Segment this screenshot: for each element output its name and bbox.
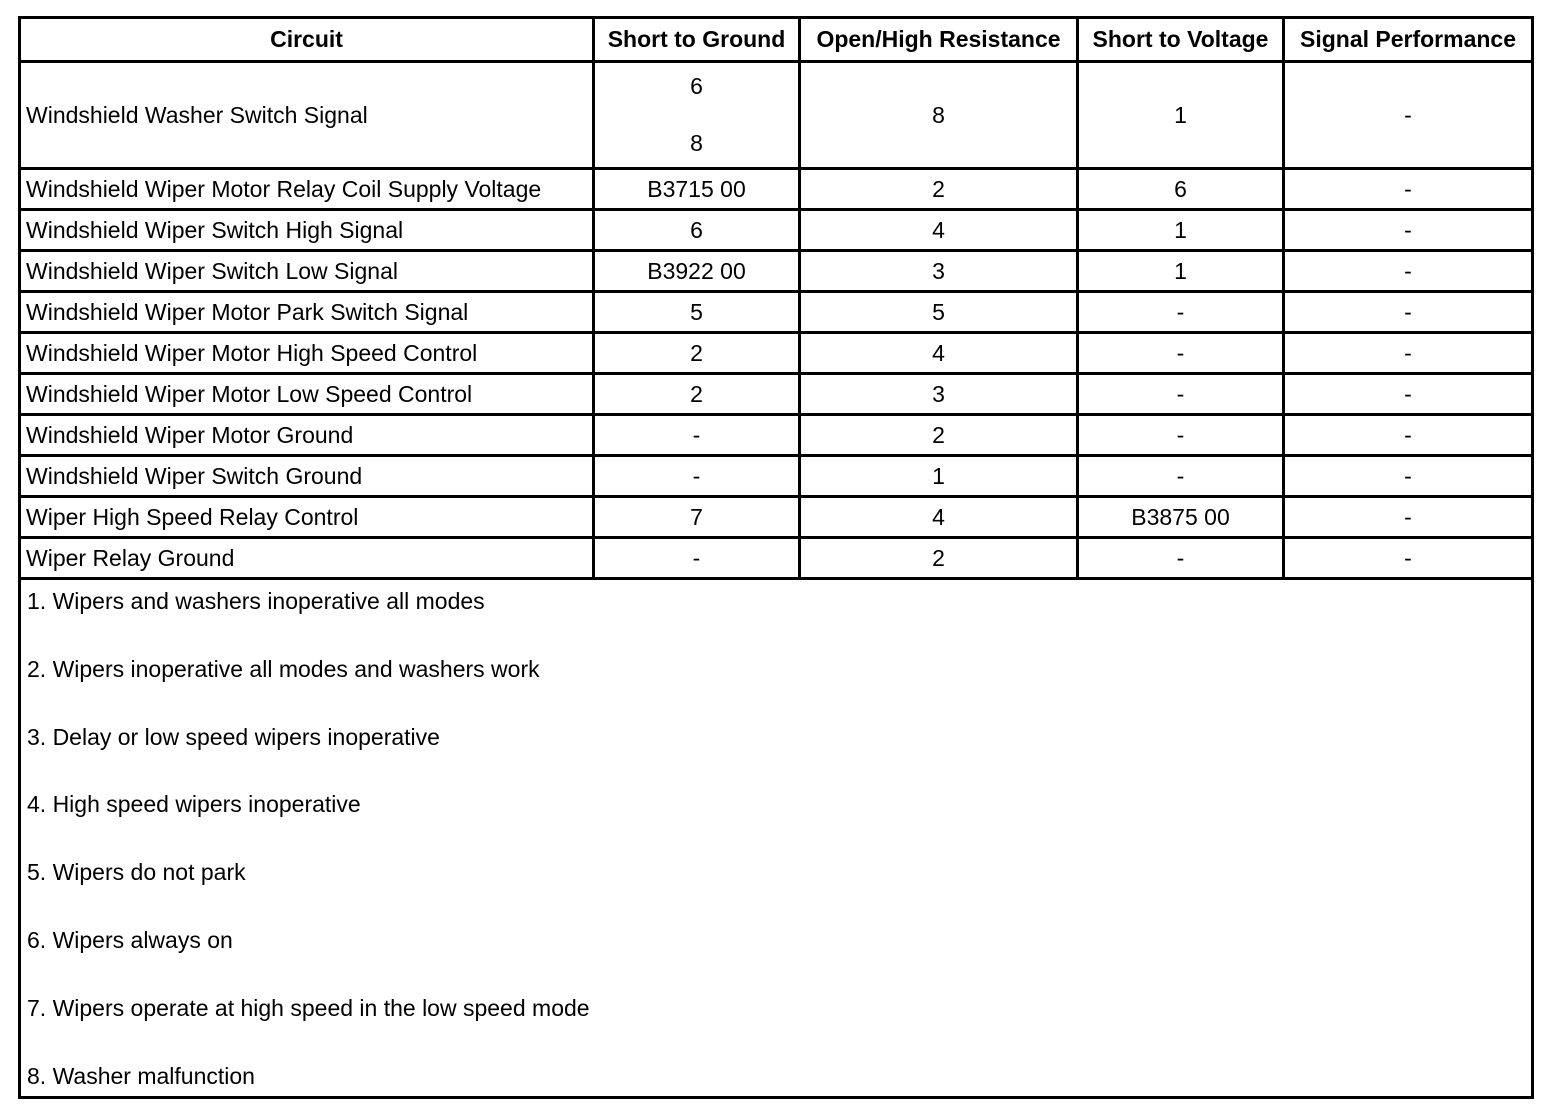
legend-item: 8. Washer malfunction (27, 1062, 255, 1089)
table-row (20, 292, 1533, 333)
circuit-cell: Windshield Wiper Switch Low Signal (20, 251, 594, 292)
circuit-cell: Wiper Relay Ground (20, 538, 594, 579)
header-open-high-resistance: Open/High Resistance (800, 18, 1078, 62)
signal-performance-cell: - (1284, 415, 1533, 456)
short-to-voltage-cell: 1 (1078, 62, 1284, 169)
open-high-resistance-cell: 3 (800, 251, 1078, 292)
legend-item: 3. Delay or low speed wipers inoperative (27, 723, 440, 750)
open-high-resistance-cell: 2 (800, 538, 1078, 579)
circuit-cell: Wiper High Speed Relay Control (20, 497, 594, 538)
circuit-cell: Windshield Wiper Motor Low Speed Control (20, 374, 594, 415)
short-to-ground-cell: 5 (594, 292, 800, 333)
open-high-resistance-cell: 2 (800, 169, 1078, 210)
circuit-cell: Windshield Wiper Motor Park Switch Signal (20, 292, 594, 333)
open-high-resistance-cell: 4 (800, 497, 1078, 538)
signal-performance-cell: - (1284, 374, 1533, 415)
short-to-voltage-cell: - (1078, 415, 1284, 456)
signal-performance-cell: - (1284, 538, 1533, 579)
legend-item: 7. Wipers operate at high speed in the low speed mode (27, 994, 590, 1021)
signal-performance-cell: - (1284, 333, 1533, 374)
short-to-ground-value: 8 (690, 130, 703, 156)
table-row (20, 497, 1533, 538)
legend-list (27, 590, 1531, 1089)
short-to-ground-cell: B3922 00 (594, 251, 800, 292)
table-row (20, 415, 1533, 456)
signal-performance-cell: - (1284, 456, 1533, 497)
table-row (20, 210, 1533, 251)
circuit-cell: Windshield Wiper Switch Ground (20, 456, 594, 497)
open-high-resistance-cell: 4 (800, 333, 1078, 374)
signal-performance-cell: - (1284, 210, 1533, 251)
signal-performance-cell: - (1284, 251, 1533, 292)
open-high-resistance-cell: 8 (800, 62, 1078, 169)
legend-item: 1. Wipers and washers inoperative all modes (27, 588, 485, 614)
short-to-voltage-cell: B3875 00 (1078, 497, 1284, 538)
circuit-diagnosis-table (18, 16, 1534, 1099)
short-to-ground-cell: - (594, 415, 800, 456)
open-high-resistance-cell: 2 (800, 415, 1078, 456)
table-row (20, 251, 1533, 292)
circuit-cell: Windshield Wiper Motor High Speed Control (20, 333, 594, 374)
table-row (20, 538, 1533, 579)
signal-performance-cell: - (1284, 169, 1533, 210)
legend-item: 5. Wipers do not park (27, 859, 246, 886)
short-to-ground-cell: - (594, 456, 800, 497)
circuit-cell: Windshield Washer Switch Signal (20, 62, 594, 169)
header-circuit: Circuit (20, 18, 594, 62)
short-to-voltage-cell: - (1078, 333, 1284, 374)
circuit-cell: Windshield Wiper Motor Ground (20, 415, 594, 456)
header-row (20, 18, 1533, 62)
short-to-ground-value: 6 (690, 73, 703, 99)
short-to-voltage-cell: - (1078, 374, 1284, 415)
short-to-voltage-cell: - (1078, 292, 1284, 333)
circuit-cell: Windshield Wiper Motor Relay Coil Supply Voltage (20, 169, 594, 210)
legend-row (20, 579, 1533, 1098)
table-row (20, 62, 1533, 169)
signal-performance-cell: - (1284, 62, 1533, 169)
short-to-voltage-cell: 1 (1078, 251, 1284, 292)
open-high-resistance-cell: 5 (800, 292, 1078, 333)
legend-item: 6. Wipers always on (27, 926, 233, 953)
header-short-to-voltage: Short to Voltage (1078, 18, 1284, 62)
short-to-ground-cell: 6 (594, 210, 800, 251)
short-to-voltage-cell: - (1078, 456, 1284, 497)
signal-performance-cell: - (1284, 497, 1533, 538)
circuit-cell: Windshield Wiper Switch High Signal (20, 210, 594, 251)
short-to-ground-cell: B3715 00 (594, 169, 800, 210)
short-to-ground-cell (594, 62, 800, 169)
legend-cell (20, 579, 1533, 1098)
short-to-ground-cell: 7 (594, 497, 800, 538)
open-high-resistance-cell: 3 (800, 374, 1078, 415)
legend-item: 4. High speed wipers inoperative (27, 791, 361, 818)
table-row (20, 456, 1533, 497)
table-row (20, 169, 1533, 210)
header-signal-performance: Signal Performance (1284, 18, 1533, 62)
table-row (20, 374, 1533, 415)
short-to-ground-cell: 2 (594, 374, 800, 415)
signal-performance-cell: - (1284, 292, 1533, 333)
table-row (20, 333, 1533, 374)
short-to-voltage-cell: 1 (1078, 210, 1284, 251)
open-high-resistance-cell: 1 (800, 456, 1078, 497)
legend-item: 2. Wipers inoperative all modes and washers work (27, 655, 540, 682)
short-to-voltage-cell: - (1078, 538, 1284, 579)
short-to-ground-cell: - (594, 538, 800, 579)
short-to-voltage-cell: 6 (1078, 169, 1284, 210)
header-short-to-ground: Short to Ground (594, 18, 800, 62)
short-to-ground-cell: 2 (594, 333, 800, 374)
open-high-resistance-cell: 4 (800, 210, 1078, 251)
